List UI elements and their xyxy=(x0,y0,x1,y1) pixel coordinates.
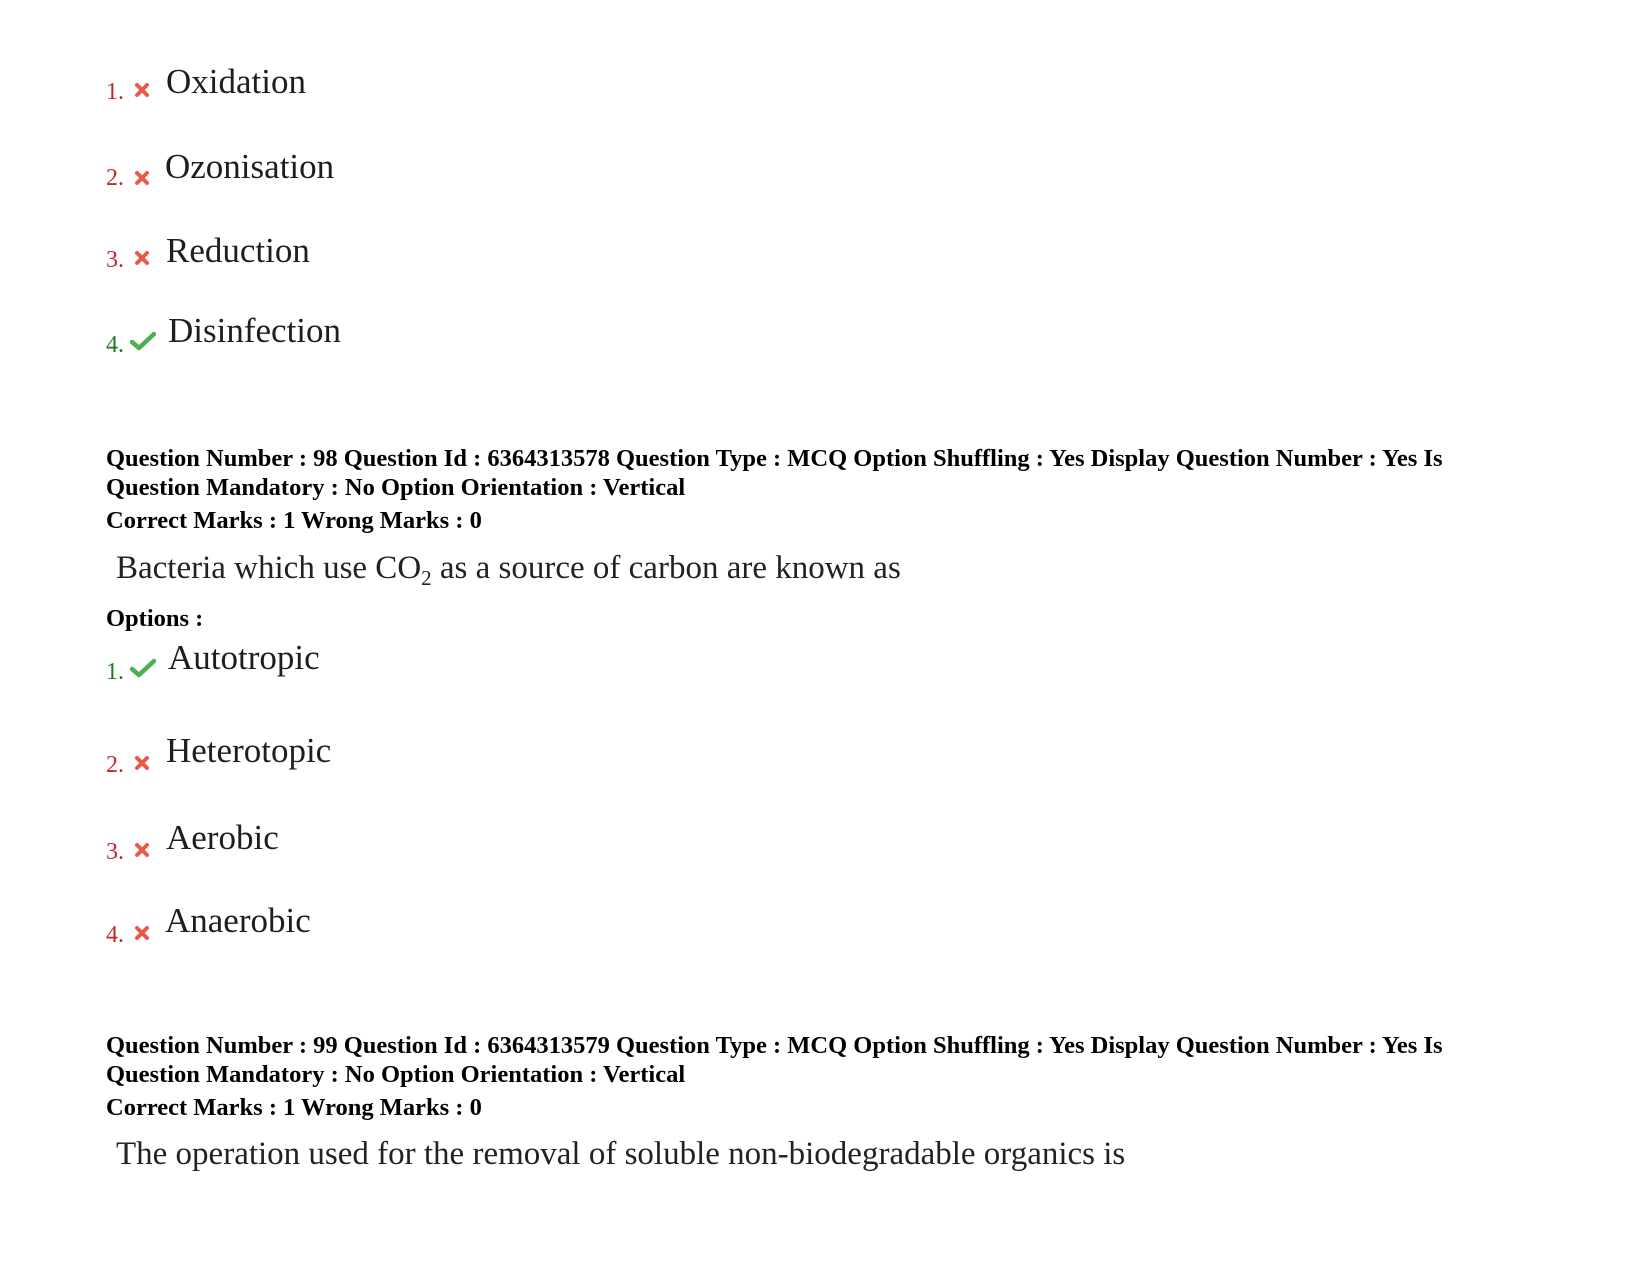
option-number: 4. xyxy=(106,332,124,358)
check-icon xyxy=(130,658,156,678)
option-number: 1. xyxy=(106,659,124,685)
subscript: 2 xyxy=(421,566,432,590)
option-number: 4. xyxy=(106,922,124,948)
option-text: Reduction xyxy=(166,231,310,270)
meta-line: Question Number : 98 Question Id : 6364313578 Question Type : MCQ Option Shuffling : Yes Display Question Number : Yes Is xyxy=(106,445,1443,472)
question-meta xyxy=(106,1031,1526,1089)
check-icon xyxy=(130,331,156,351)
cross-icon xyxy=(134,250,150,266)
option-number: 1. xyxy=(106,79,124,105)
option-text: Autotropic xyxy=(168,638,320,677)
question-text: The operation used for the removal of soluble non-biodegradable organics is xyxy=(116,1136,1126,1172)
option-text: Ozonisation xyxy=(165,147,335,186)
meta-line: Question Number : 99 Question Id : 6364313579 Question Type : MCQ Option Shuffling : Yes Display Question Number : Yes Is xyxy=(106,1032,1443,1059)
meta-line: Question Mandatory : No Option Orientation : Vertical xyxy=(106,474,686,501)
option-number: 3. xyxy=(106,839,124,865)
option-number: 2. xyxy=(106,752,124,778)
option-text: Oxidation xyxy=(166,62,306,101)
marks-line: Correct Marks : 1 Wrong Marks : 0 xyxy=(106,507,482,534)
options-label: Options : xyxy=(106,605,204,632)
option-text: Aerobic xyxy=(166,818,279,857)
question-text xyxy=(116,548,901,588)
marks-line: Correct Marks : 1 Wrong Marks : 0 xyxy=(106,1094,482,1121)
option-text: Disinfection xyxy=(168,311,342,350)
option-text: Heterotopic xyxy=(166,731,332,770)
cross-icon xyxy=(134,170,150,186)
cross-icon xyxy=(134,842,150,858)
cross-icon xyxy=(134,925,150,941)
meta-line: Question Mandatory : No Option Orientation : Vertical xyxy=(106,1061,686,1088)
option-number: 2. xyxy=(106,165,124,191)
question-text-part: as a source of carbon are known as xyxy=(431,550,901,586)
option-text: Anaerobic xyxy=(165,901,311,940)
option-number: 3. xyxy=(106,247,124,273)
cross-icon xyxy=(134,82,150,98)
question-meta xyxy=(106,444,1526,502)
cross-icon xyxy=(134,755,150,771)
question-text-part: Bacteria which use CO xyxy=(116,550,422,586)
